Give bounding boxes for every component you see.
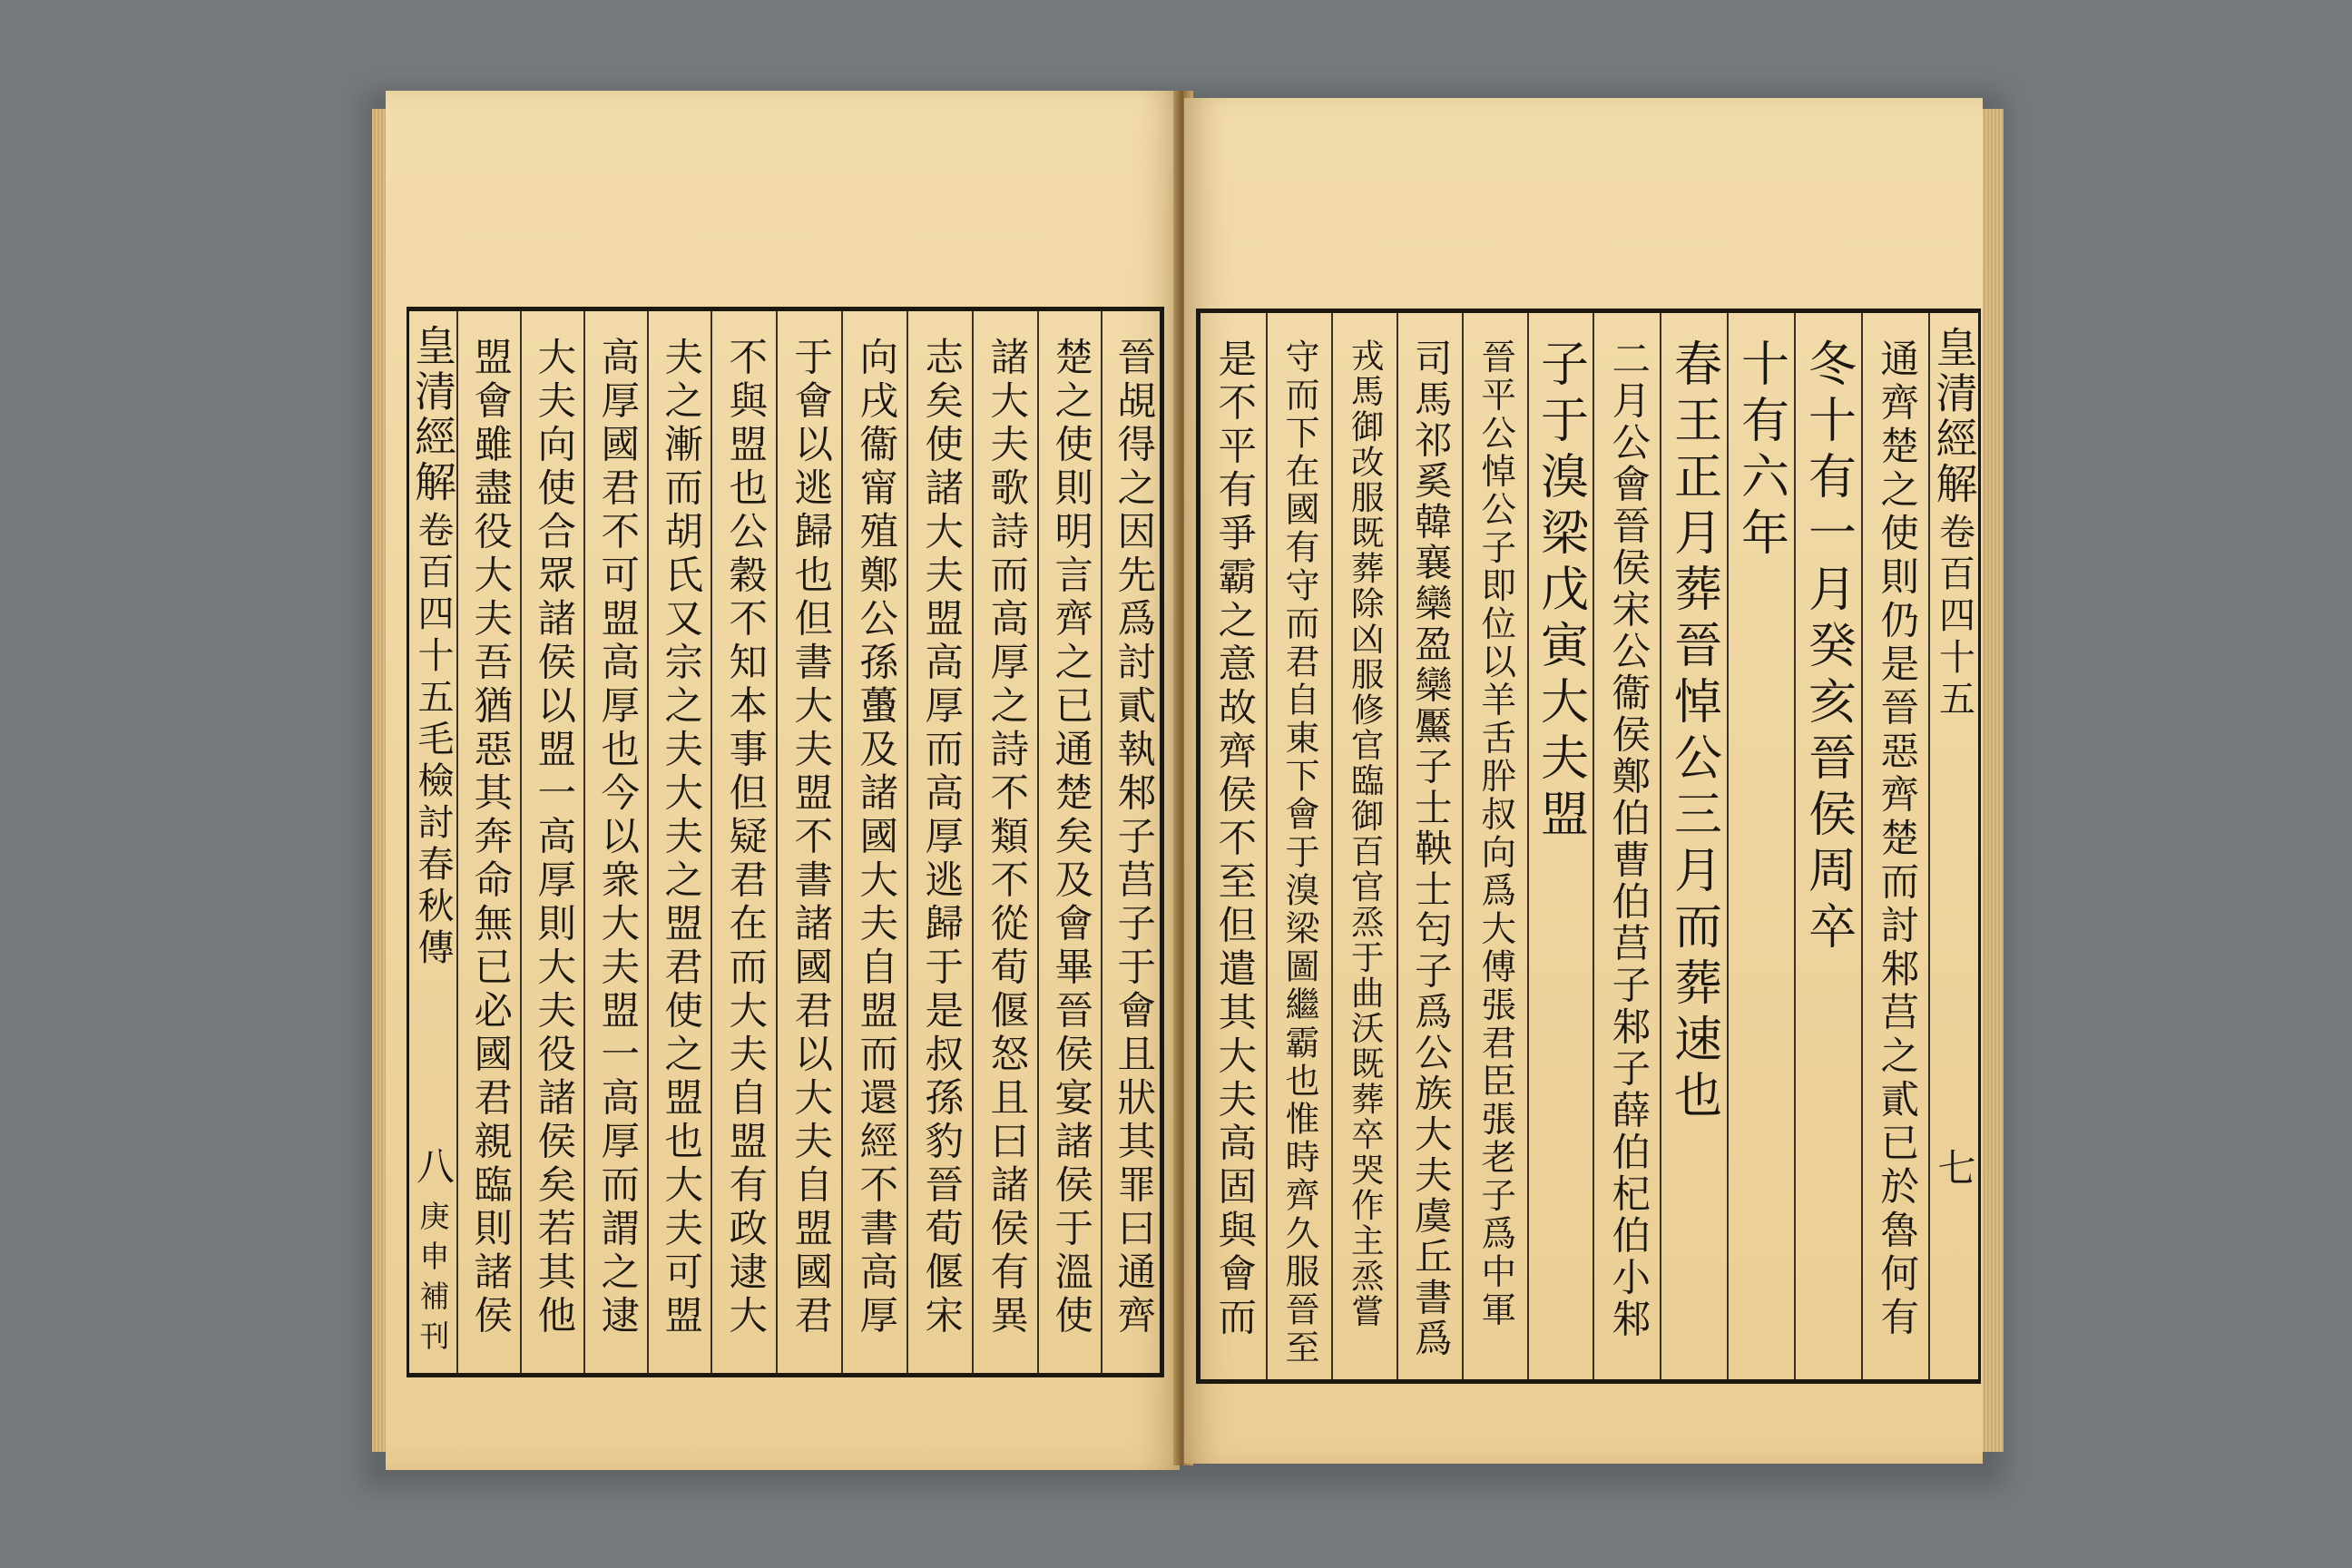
column-text: 不與盟也公穀不知本事但疑君在而大夫自盟有政逮大 [722,337,768,1338]
column-text: 夫之漸而胡氏又宗之夫大夫之盟君使之盟也大夫可盟 [658,337,703,1338]
left-margin-page-number: 八 [411,1146,456,1192]
text-column [841,311,906,1373]
text-column [1101,311,1162,1373]
left-text-frame [407,307,1164,1377]
text-column [647,311,710,1373]
column-text: 通齊楚之使則仍是晉惡齊楚而討邾莒之貳已於魯何有 [1874,338,1919,1340]
text-column [972,311,1037,1373]
column-text: 司馬祁奚韓襄欒盈欒黶子士鞅士匄子爲公族大夫虞丘書爲 [1407,338,1453,1359]
text-column [456,311,520,1373]
text-column [1727,313,1794,1379]
column-text: 是不平有爭霸之意故齊侯不至但遣其大夫高固與會而 [1211,338,1257,1340]
text-column [1861,313,1928,1379]
column-text: 大夫向使合眾諸侯以盟一高厚則大夫役諸侯矣若其他 [531,337,576,1338]
text-column [1037,311,1101,1373]
column-text: 守而下在國有守而君自東下會于溴梁圖繼霸也惟時齊久服晉至 [1279,338,1319,1367]
text-column [520,311,583,1373]
column-text: 志矣使諸大夫盟高厚而高厚逃歸于是叔孫豹晉荀偃宋 [918,337,964,1338]
column-text: 晉覘得之因先爲討貳執邾子莒子于會且狀其罪曰通齊 [1111,337,1156,1338]
text-column [1331,313,1396,1379]
right-margin-title: 皇清經解 [1929,326,1979,507]
right-margin-volume: 卷百四十五 [1933,513,1975,721]
text-column [1794,313,1861,1379]
column-text: 楚之使則明言齊之已通楚矣及會畢晉侯宴諸侯于溫使 [1048,337,1093,1338]
text-column [776,311,841,1373]
left-margin-volume: 卷百四十五毛檢討春秋傳 [412,511,454,970]
column-text: 于會以逃歸也但書大夫盟不書諸國君以大夫自盟國君 [788,337,833,1338]
column-text: 春王正月葬晉悼公三月而葬速也 [1666,338,1722,1126]
text-column [1200,313,1266,1379]
left-margin-imprint: 庚申補刊 [415,1200,451,1360]
text-column [710,311,776,1373]
column-text: 二月公會晉侯宋公衞侯鄭伯曹伯莒子邾子薛伯杞伯小邾 [1605,338,1651,1340]
column-text: 諸大夫歌詩而高厚之詩不類不從荀偃怒且曰諸侯有異 [984,337,1029,1338]
column-text: 向戌衞甯殖鄭公孫蠆及諸國大夫自盟而還經不書高厚 [853,337,898,1338]
column-text: 十有六年 [1733,338,1789,564]
left-margin-column [409,311,456,1373]
column-text: 盟會雖盡役大夫吾猶惡其奔命無已必國君親臨則諸侯 [467,337,513,1338]
text-column [583,311,647,1373]
right-text-frame [1196,309,1981,1384]
text-column [906,311,972,1373]
column-text: 晉平公悼公子即位以羊舌肸叔向爲大傅張君臣張老子爲中軍 [1475,338,1517,1329]
right-margin-page-number: 七 [1932,1148,1977,1194]
text-column [1396,313,1462,1379]
column-text: 高厚國君不可盟高厚也今以衆大夫盟一高厚而謂之逮 [594,337,640,1338]
column-text: 子于溴梁戊寅大夫盟 [1533,338,1589,845]
column-text: 冬十有一月癸亥晉侯周卒 [1800,338,1857,957]
text-column [1660,313,1727,1379]
column-text: 戎馬御改服既葬除凶服修官臨御百官烝于曲沃既葬卒哭作主烝嘗 [1346,338,1386,1329]
text-column [1266,313,1331,1379]
text-column [1592,313,1660,1379]
text-column [1527,313,1592,1379]
left-margin-title: 皇清經解 [408,324,457,505]
text-column [1462,313,1527,1379]
right-margin-column [1928,313,1978,1379]
